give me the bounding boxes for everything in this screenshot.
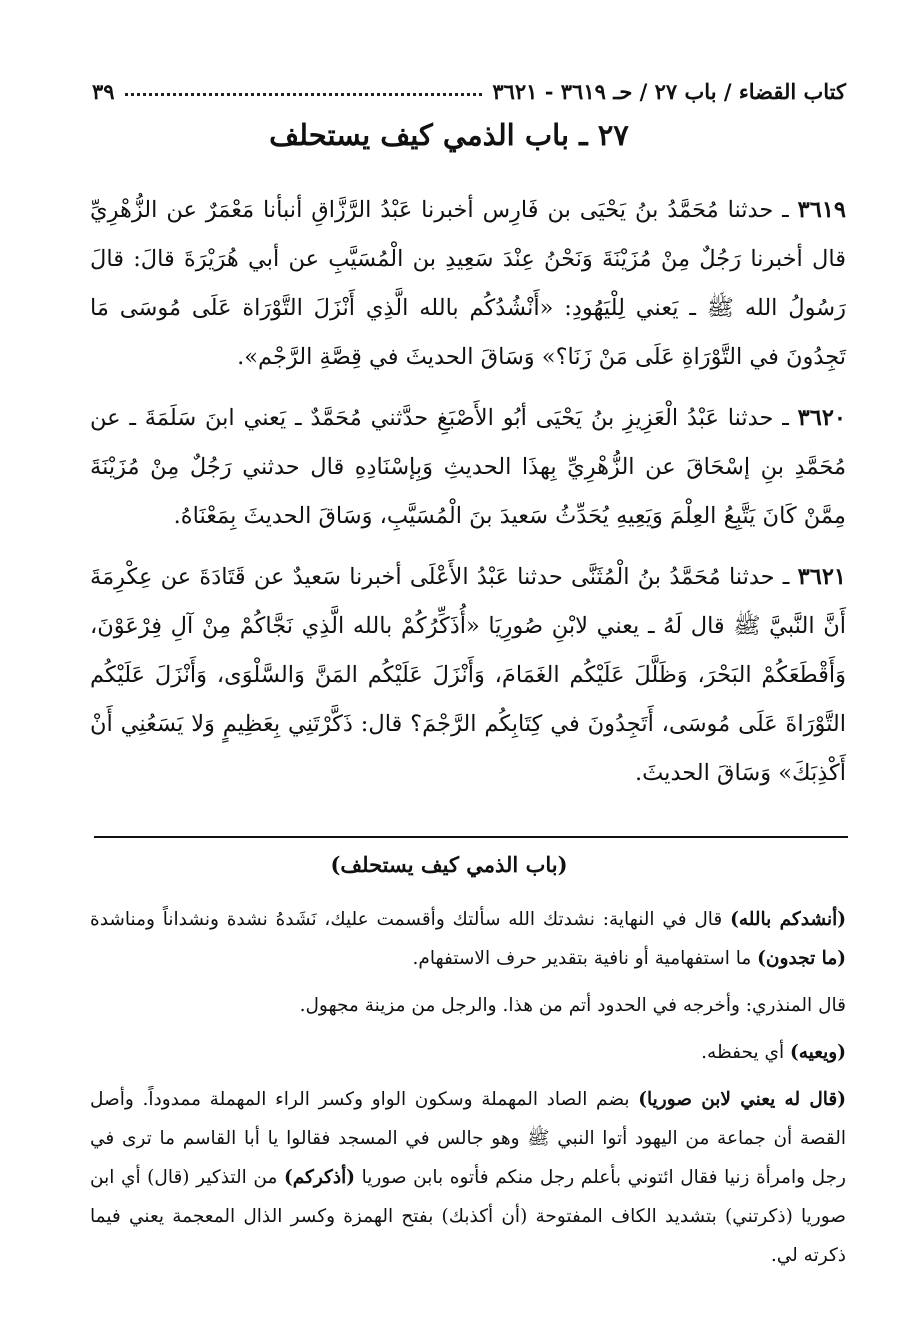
- commentary-paragraph: [90, 1080, 846, 1275]
- commentary-lemma: (أذكركم): [283, 1167, 355, 1188]
- commentary-title: (باب الذمي كيف يستحلف): [330, 852, 568, 877]
- chapter-title: ٢٧ ـ باب الذمي كيف يستحلف: [269, 118, 629, 152]
- commentary-text: أي يحفظه.: [701, 1042, 790, 1063]
- commentary-lemma: (قال له يعني لابن صوريا): [638, 1089, 846, 1110]
- commentary-paragraph: [90, 900, 846, 978]
- leader-dots: [125, 93, 483, 96]
- hadith-body: ـ حدثنا عَبْدُ الْعَزِيزِ بنُ يَحْيَى أبُو الأَصْبَغِ حدَّثني مُحَمَّدٌ ـ يَعني ابنَ سَلَمَةَ ـ عن مُحَمَّدِ بنِ إسْحَاقَ عن الزُّهْرِيِّ بِهذَا الحديثِ وَبِإسْنَادِهِ قال حدثني رَجُلٌ مِنْ مُزَيْنَةَ مِمَّنْ كَانَ يَتَّبِعُ العِلْمَ وَيَعِيهِ يُحَدِّثُ سَعيدَ بنَ الْمُسَيَّبِ، وَسَاقَ الحديثَ بِمَعْنَاهُ.: [90, 405, 846, 529]
- footnote-divider: [94, 836, 848, 838]
- commentary-text: بضم الصاد المهملة وسكون الواو وكسر الراء المهملة ممدوداً. وأصل القصة أن جماعة من اليهود أتوا النبي ﷺ وهو جالس في المسجد فقالوا يا أبا القاسم ما ترى في رجل وامرأة زنيا فقال ائتوني بأعلم رجل منكم فأتوه بابن صوريا: [90, 1089, 846, 1188]
- commentary-text: قال في النهاية: نشدتك الله سألتك وأقسمت عليك، نَشَدهُ نشدة ونشداناً ومناشدة: [90, 909, 731, 930]
- commentary-text: قال المنذري: وأخرجه في الحدود أتم من هذا. والرجل من مزينة مجهول.: [299, 995, 846, 1016]
- hadith-3621: [90, 553, 846, 798]
- book-reference: كتاب القضاء / باب ٢٧ / حـ ٣٦١٩ - ٣٦٢١: [492, 79, 846, 104]
- commentary-text: من التذكير (قال) أي ابن صوريا (ذكرتني) بتشديد الكاف المفتوحة (أن أكذبك) بفتح الهمزة وكسر الذال المعجمة يعني فيما ذكرته لي.: [90, 1167, 846, 1266]
- commentary-lemma: (ما تجدون): [757, 948, 846, 969]
- hadith-number: ٣٦١٩: [797, 197, 846, 223]
- hadith-number: ٣٦٢٠: [797, 405, 846, 431]
- hadith-3620: [90, 394, 846, 541]
- hadith-text-block: [90, 186, 846, 810]
- running-header: [92, 64, 846, 104]
- hadith-number: ٣٦٢١: [797, 564, 846, 590]
- hadith-body: ـ حدثنا مُحَمَّدُ بنُ الْمُثَنَّى حدثنا عَبْدُ الأَعْلَى أخبرنا سَعيدٌ عن قَتَادَةَ عن عِكْرِمَةَ أَنَّ النَّبيَّ ﷺ قال لَهُ ـ يعني لابْنِ صُورِيَا «أُذَكِّرُكُمْ بالله الَّذِي نَجَّاكُمْ مِنْ آلِ فِرْعَوْنَ، وَأَقْطَعَكُمْ البَحْرَ، وَظَلَّلَ عَلَيْكُم الغَمَامَ، وَأَنْزَلَ عَلَيْكُم المَنَّ وَالسَّلْوَى، وَأَنْزَلَ عَلَيْكُم التَّوْرَاةَ عَلَى مُوسَى، أَتَجِدُونَ في كِتَابِكُم الرَّجْمَ؟ قال: ذَكَّرْتَنِي بِعَظِيمٍ وَلا يَسَعُنِي أَنْ أَكْذِبَكَ» وَسَاقَ الحديثَ.: [90, 564, 846, 786]
- page-number: ٣٩: [92, 79, 115, 104]
- hadith-3619: [90, 186, 846, 382]
- commentary-paragraph: [90, 986, 846, 1025]
- commentary-paragraph: [90, 1033, 846, 1072]
- commentary-block: [90, 900, 846, 1283]
- commentary-text: ما استفهامية أو نافية بتقدير حرف الاستفهام.: [412, 948, 758, 969]
- hadith-body: ـ حدثنا مُحَمَّدُ بنُ يَحْيَى بن فَارِس أخبرنا عَبْدُ الرَّزَّاقِ أنبأنا مَعْمَرٌ عن الزُّهْرِيِّ قال أخبرنا رَجُلٌ مِنْ مُزَيْنَةَ وَنَحْنُ عِنْدَ سَعِيدِ بن الْمُسَيَّبِ عن أبي هُرَيْرَةَ قالَ: قالَ رَسُولُ الله ﷺ ـ يَعني لِلْيَهُودِ: «أَنْشُدُكُم بالله الَّذِي أَنْزَلَ التَّوْرَاة عَلَى مُوسَى مَا تَجِدُونَ في التَّوْرَاةِ عَلَى مَنْ زَنَا؟» وَسَاقَ الحديثَ في قِصَّةِ الرَّجْم».: [90, 197, 846, 370]
- commentary-lemma: (ويعيه): [789, 1042, 846, 1063]
- commentary-lemma: (أنشدكم بالله): [730, 909, 846, 930]
